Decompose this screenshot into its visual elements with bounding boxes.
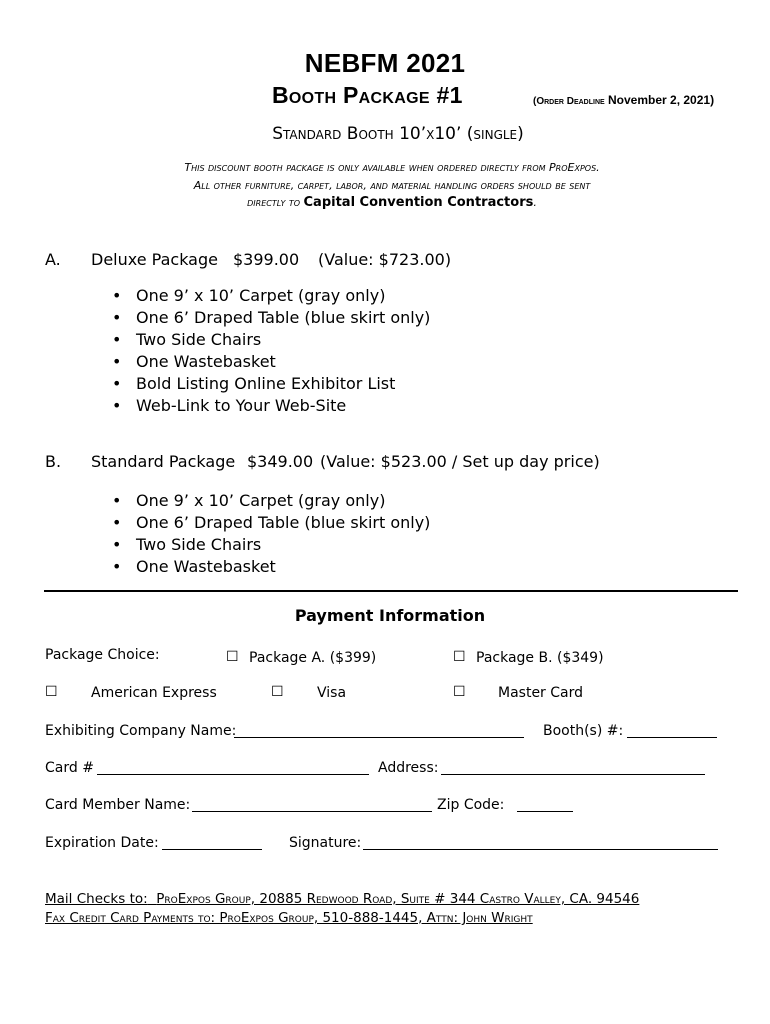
document-title: NEBFM 2021 bbox=[304, 48, 466, 78]
zip-code-field[interactable] bbox=[517, 811, 573, 812]
list-item: • One 9’ x 10’ Carpet (gray only) bbox=[108, 285, 430, 307]
package-b-letter: B. bbox=[45, 452, 62, 471]
list-item: • Two Side Chairs bbox=[108, 329, 430, 351]
zip-code-label: Zip Code: bbox=[437, 797, 505, 813]
amex-checkbox[interactable]: ☐ bbox=[45, 684, 58, 700]
list-item: • One 6’ Draped Table (blue skirt only) bbox=[108, 307, 430, 329]
payment-heading: Payment Information bbox=[294, 606, 486, 625]
disclaimer-period: . bbox=[533, 196, 537, 209]
package-b-value: (Value: $523.00 / Set up day price) bbox=[320, 452, 600, 471]
list-item: • One Wastebasket bbox=[108, 556, 430, 578]
package-title: Booth Package #1 bbox=[272, 82, 463, 108]
order-deadline bbox=[533, 93, 714, 107]
signature-label: Signature: bbox=[289, 835, 362, 851]
expiration-date-label: Expiration Date: bbox=[45, 835, 159, 851]
booth-number-field[interactable] bbox=[627, 737, 717, 738]
visa-checkbox[interactable]: ☐ bbox=[271, 684, 284, 700]
package-a-price: $399.00 bbox=[233, 250, 300, 269]
booth-number-label: Booth(s) #: bbox=[543, 723, 624, 739]
list-item: • One Wastebasket bbox=[108, 351, 430, 373]
package-b-checkbox[interactable]: ☐ bbox=[453, 649, 466, 665]
package-a-value: (Value: $723.00) bbox=[318, 250, 452, 269]
disclaimer-line-2: All other furniture, carpet, labor, and material handling orders should be sent bbox=[193, 179, 591, 192]
signature-field[interactable] bbox=[363, 849, 718, 850]
list-item: • Web-Link to Your Web-Site bbox=[108, 395, 430, 417]
disclaimer-line-3-prefix: directly to bbox=[247, 196, 301, 209]
deadline-prefix: (Order Deadline bbox=[533, 96, 605, 107]
package-a-checkbox[interactable]: ☐ bbox=[226, 649, 239, 665]
list-item: • Bold Listing Online Exhibitor List bbox=[108, 373, 430, 395]
list-item: • Two Side Chairs bbox=[108, 534, 430, 556]
package-choice-label: Package Choice: bbox=[45, 647, 160, 663]
visa-label: Visa bbox=[317, 685, 347, 701]
card-number-label: Card # bbox=[45, 760, 94, 776]
package-a-letter: A. bbox=[45, 250, 61, 269]
mail-checks-address: ProExpos Group, 20885 Redwood Road, Suite # 344 Castro Valley, CA. 94546 bbox=[156, 891, 640, 907]
contractor-name: Capital Convention Contractors bbox=[303, 195, 534, 210]
mail-checks-prefix: Mail Checks to: bbox=[45, 891, 148, 907]
package-b-items bbox=[108, 490, 430, 578]
mastercard-checkbox[interactable]: ☐ bbox=[453, 684, 466, 700]
expiration-date-field[interactable] bbox=[162, 849, 262, 850]
package-a-items bbox=[108, 285, 430, 417]
package-a-option-label: Package A. ($399) bbox=[249, 650, 377, 666]
fax-payment-text: Fax Credit Card Payments to: ProExpos Group, 510-888-1445, Attn: John Wright bbox=[45, 910, 533, 926]
list-item: • One 9’ x 10’ Carpet (gray only) bbox=[108, 490, 430, 512]
address-label: Address: bbox=[378, 760, 439, 776]
package-b-option-label: Package B. ($349) bbox=[476, 650, 604, 666]
mail-checks-line bbox=[45, 891, 639, 907]
section-divider bbox=[44, 590, 738, 592]
package-b-price: $349.00 bbox=[247, 452, 314, 471]
standard-booth-heading: Standard Booth 10’x10’ (single) bbox=[272, 124, 524, 144]
address-field[interactable] bbox=[441, 774, 705, 775]
fax-payment-line bbox=[45, 910, 533, 926]
package-b-name: Standard Package bbox=[91, 452, 236, 471]
company-name-field[interactable] bbox=[234, 737, 524, 738]
list-item: • One 6’ Draped Table (blue skirt only) bbox=[108, 512, 430, 534]
company-name-label: Exhibiting Company Name: bbox=[45, 723, 237, 739]
amex-label: American Express bbox=[91, 685, 217, 701]
mastercard-label: Master Card bbox=[498, 685, 584, 701]
card-number-field[interactable] bbox=[97, 774, 369, 775]
card-member-name-label: Card Member Name: bbox=[45, 797, 191, 813]
disclaimer-line-3 bbox=[0, 195, 770, 210]
package-a-name: Deluxe Package bbox=[91, 250, 218, 269]
deadline-date: November 2, 2021) bbox=[608, 93, 715, 107]
card-member-name-field[interactable] bbox=[192, 811, 432, 812]
disclaimer-line-1: This discount booth package is only available when ordered directly from ProExpos. bbox=[184, 161, 600, 174]
